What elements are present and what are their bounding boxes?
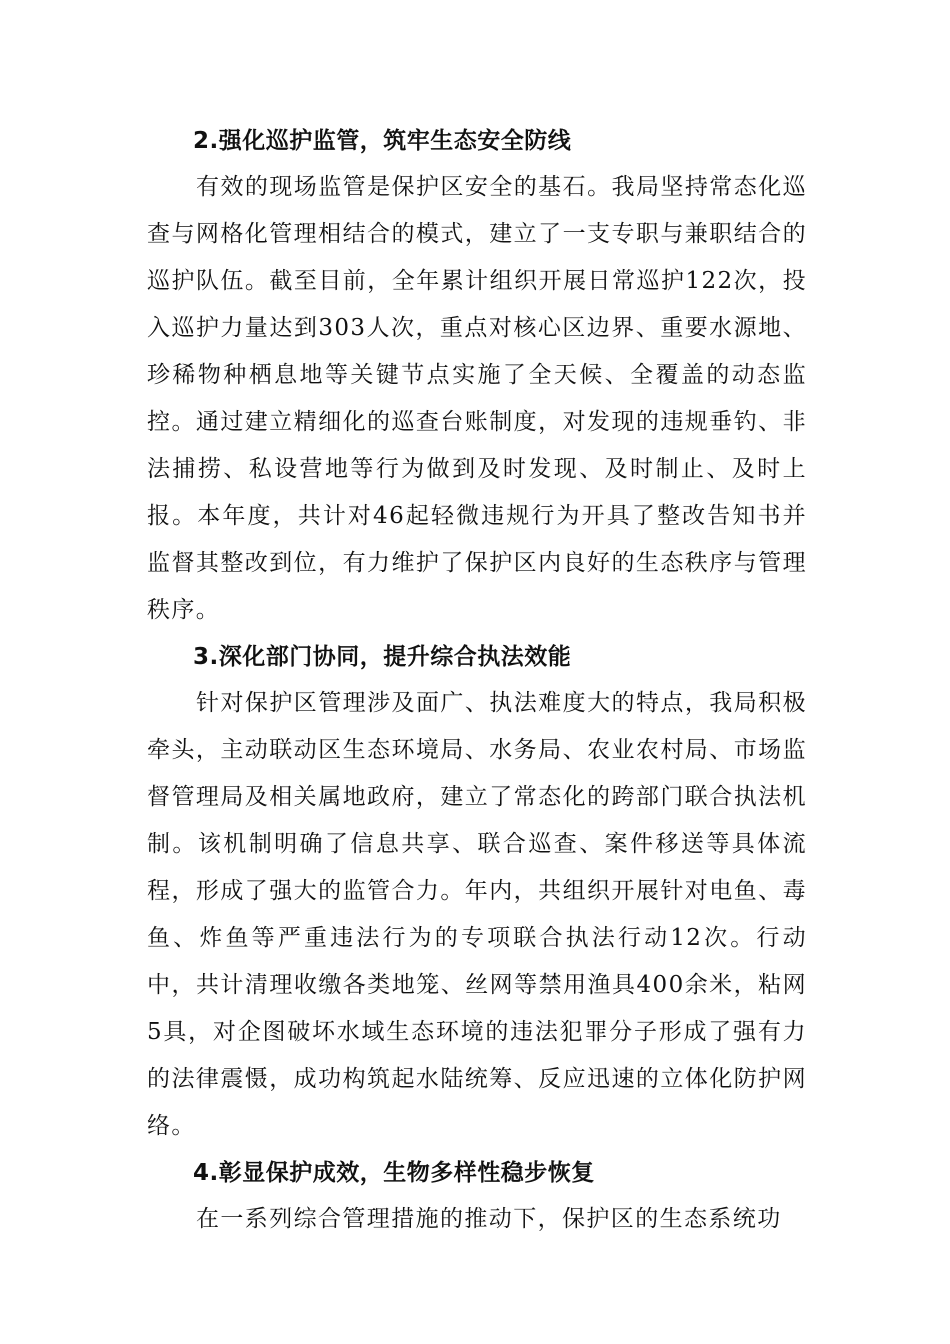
section-body-enforcement: 针对保护区管理涉及面广、执法难度大的特点，我局积极牵头，主动联动区生态环境局、水务局、农业农村局、市场监督管理局及相关属地政府，建立了常态化的跨部门联合执法机制。该机制明确了信息共享、联合巡查、案件移送等具体流程，形成了强大的监管合力。年内，共组织开展针对电鱼、毒鱼、炸鱼等严重违法行为的专项联合执法行动12次。行动中，共计清理收缴各类地笼、丝网等禁用渔具400余米，粘网5具，对企图破坏水域生态环境的违法犯罪分子形成了强有力的法律震慑，成功构筑起水陆统筹、反应迅速的立体化防护网络。 bbox=[147, 690, 807, 1139]
section-heading-patrol: 2.强化巡护监管，筑牢生态安全防线 bbox=[193, 128, 572, 154]
section-heading-enforcement: 3.深化部门协同，提升综合执法效能 bbox=[193, 644, 572, 670]
section-heading-biodiversity: 4.彰显保护成效，生物多样性稳步恢复 bbox=[193, 1160, 595, 1186]
document-page bbox=[147, 118, 807, 1243]
section-body-patrol: 有效的现场监管是保护区安全的基石。我局坚持常态化巡查与网格化管理相结合的模式，建立了一支专职与兼职结合的巡护队伍。截至目前，全年累计组织开展日常巡护122次，投入巡护力量达到303人次，重点对核心区边界、重要水源地、珍稀物种栖息地等关键节点实施了全天候、全覆盖的动态监控。通过建立精细化的巡查台账制度，对发现的违规垂钓、非法捕捞、私设营地等行为做到及时发现、及时制止、及时上报。本年度，共计对46起轻微违规行为开具了整改告知书并监督其整改到位，有力维护了保护区内良好的生态秩序与管理秩序。 bbox=[147, 174, 807, 623]
section-body-biodiversity: 在一系列综合管理措施的推动下，保护区的生态系统功 bbox=[196, 1206, 782, 1232]
